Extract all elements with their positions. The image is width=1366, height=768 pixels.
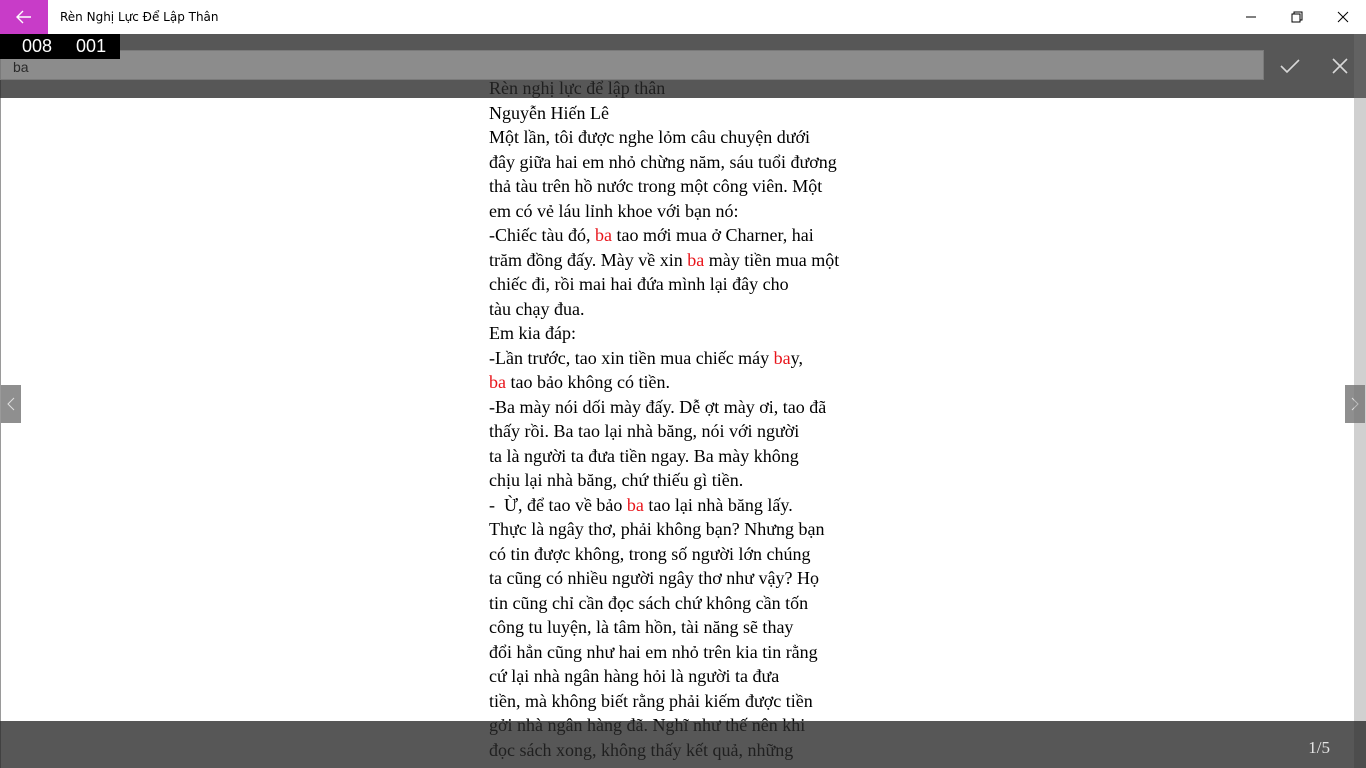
text-line: có tin được không, trong số người lớn chúng [489,543,811,564]
page-indicator: 1/5 [1308,738,1330,757]
match-counter [0,34,120,59]
text-line: chiếc đi, rồi mai hai đứa mình lại đây cho [489,274,789,294]
close-icon [1332,58,1348,74]
search-input[interactable]: ba [0,50,1264,80]
check-icon [1280,58,1300,74]
search-highlight: ba [773,347,791,368]
title-bar [0,0,1366,34]
search-bar [0,34,1366,98]
text-line: -Chiếc tàu đó, ba tao mới mua ở Charner, hai [489,225,814,245]
text-line: -Lần trước, tao xin tiền mua chiếc máy bay, [489,347,804,368]
chevron-left-icon [7,397,15,411]
restore-icon [1291,11,1303,23]
search-highlight: ba [626,494,644,515]
previous-page-button[interactable] [1,385,21,423]
text-line: Một lần, tôi được nghe lỏm câu chuyện dưới [489,127,810,147]
text-line: Em kia đáp: [489,323,576,343]
text-line: tàu chạy đua. [489,298,585,319]
book-text [489,76,889,762]
text-line: thả tàu trên hồ nước trong một công viên. Một [489,176,823,196]
text-line: đổi hẳn cũng như hai em nhỏ trên kia tin rằng [489,641,818,662]
text-line: công tu luyện, là tâm hồn, tài năng sẽ thay [489,617,794,637]
window-title: Rèn Nghị Lực Để Lập Thân [60,10,219,24]
match-total: 001 [76,36,107,56]
text-line: -Ba mày nói dối mày đấy. Dễ ợt mày ơi, tao đã [489,396,827,417]
back-button[interactable] [0,0,48,34]
reader-page[interactable] [0,34,1366,768]
bottom-bar [0,721,1366,768]
search-highlight: ba [489,372,506,392]
confirm-search-button[interactable] [1270,50,1310,82]
text-line: em có vẻ láu lỉnh khoe với bạn nó: [489,200,739,221]
restore-button[interactable] [1274,0,1320,34]
text-line: Nguyễn Hiến Lê [489,102,609,123]
text-line: - Ừ, để tao về bảo ba tao lại nhà băng lấy. [489,494,793,515]
text-line: tin cũng chỉ cần đọc sách chứ không cần tốn [489,592,809,613]
text-line: Thực là ngây thơ, phải không bạn? Nhưng bạn [489,519,825,539]
text-line: chịu lại nhà băng, chứ thiếu gì tiền. [489,470,744,490]
text-line: ba tao bảo không có tiền. [489,372,670,392]
window-controls [1228,0,1366,34]
text-line: đây giữa hai em nhỏ chừng năm, sáu tuổi đương [489,151,837,172]
search-highlight: ba [594,225,612,245]
text-line: thấy rồi. Ba tao lại nhà băng, nói với người [489,421,800,441]
minimize-icon [1245,11,1257,23]
match-index: 008 [22,36,53,56]
text-line: cứ lại nhà ngân hàng hỏi là người ta đưa [489,666,780,686]
text-line: trăm đồng đấy. Mày về xin ba mày tiền mua một [489,249,840,270]
minimize-button[interactable] [1228,0,1274,34]
text-line: ta cũng có nhiều người ngây thơ như vậy? Họ [489,568,819,588]
text-line: ta là người ta đưa tiền ngay. Ba mày không [489,445,799,466]
search-highlight: ba [687,249,705,270]
text-line: tiền, mà không biết rằng phải kiếm được tiền [489,690,813,711]
arrow-left-icon [16,10,32,24]
scrollbar[interactable] [1354,34,1366,768]
close-window-button[interactable] [1320,0,1366,34]
close-icon [1337,11,1349,23]
